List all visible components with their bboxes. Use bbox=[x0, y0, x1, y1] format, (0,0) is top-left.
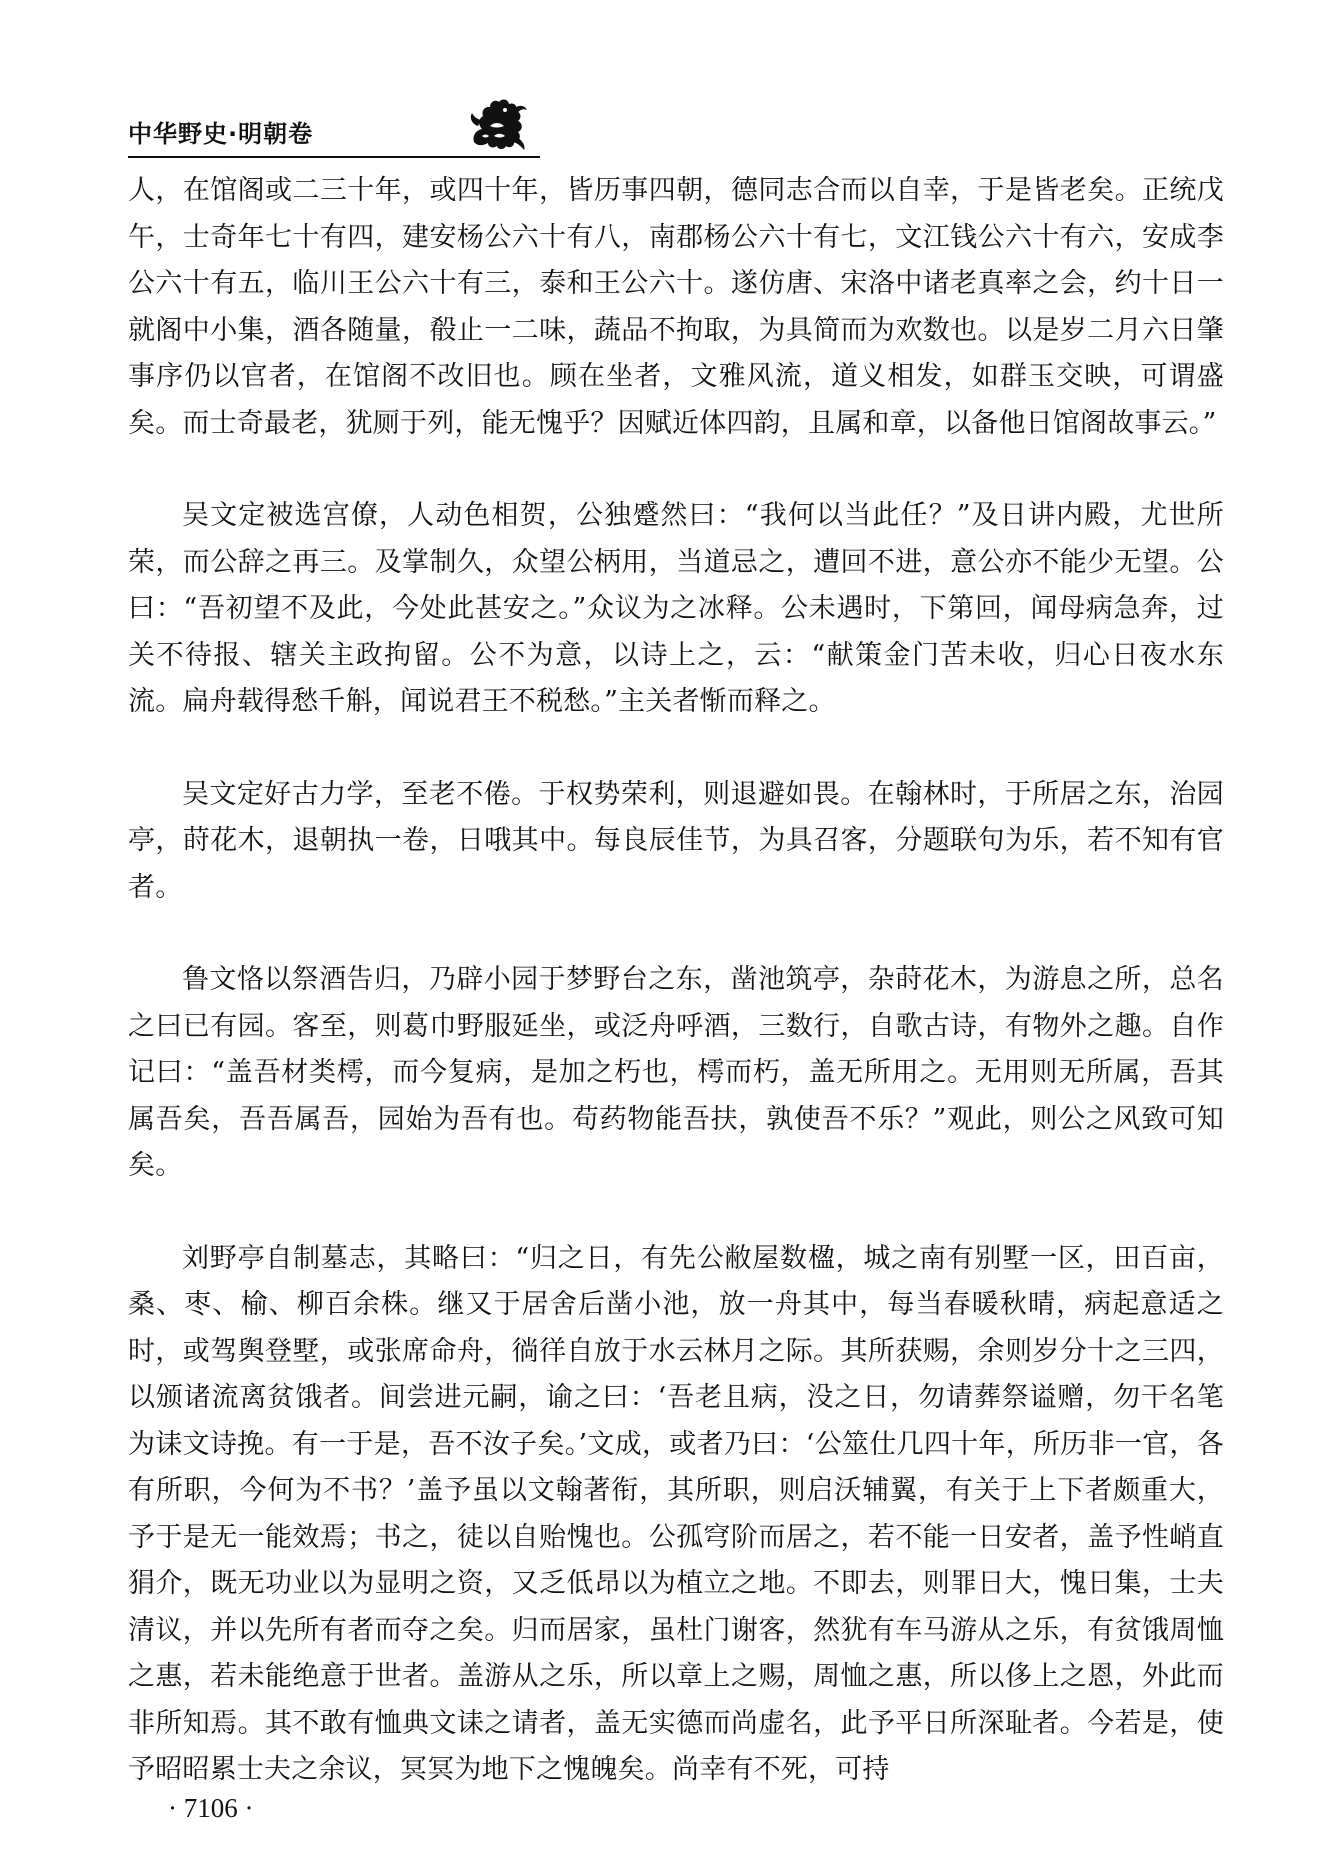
header-rule bbox=[128, 156, 540, 158]
paragraph-liu-yeting-epitaph: 刘野亭自制墓志，其略曰：“归之日，有先公敝屋数楹，城之南有别墅一区，田百亩，桑、枣、榆、柳百余株。继又于居舍后凿小池，放一舟其中，每当春暖秋晴，病起意适之时，或驾舆登墅，或张席命舟，徜徉自放于水云林月之际。其所获赐，余则岁分十之三四，以颁诸流离贫饿者。间尝进元嗣，谕之曰：‘吾老且病，没之日，勿请葬祭谥赠，勿干名笔为诔文诗挽。有一于是，吾不汝子矣。’文成，或者乃曰：‘公筮仕几四十年，所历非一官，各有所职，今何为不书？’盖予虽以文翰著衔，其所职，则启沃辅翼，有关于上下者颇重大，予于是无一能效焉；书之，徒以自贻愧也。公孤穹阶而居之，若不能一日安者，盖予性峭直狷介，既无功业以为显明之资，又乏低昂以为植立之地。不即去，则罪日大，愧日集，士夫清议，并以先所有者而夺之矣。归而居家，虽杜门谢客，然犹有车马游从之乐，有贫饿周恤之惠，若未能绝意于世者。盖游从之乐，所以章上之赐，周恤之惠，所以侈上之恩，外此而非所知焉。其不敢有恤典文诔之请者，盖无实德而尚虚名，此予平日所深耻者。今若是，使予昭昭累士夫之余议，冥冥为地下之愧魄矣。尚幸有不死，可持 bbox=[128, 1242, 1224, 1785]
page-number: · 7106 · bbox=[168, 1793, 254, 1823]
dragon-emblem-icon bbox=[468, 96, 530, 152]
paragraph-spacer bbox=[128, 1190, 1224, 1236]
paragraph-wu-wending-appointment: 吴文定被选宫僚，人动色相贺，公独蹙然曰：“我何以当此任？”及日讲内殿，尤世所荣，而公辞之再三。及掌制久，众望公柄用，当道忌之，遭回不进，意公亦不能少无望。公曰：“吾初望不及此，今处此甚安之。”众议为之冰释。公未遇时，下第回，闻母病急奔，过关不待报、辖关主政拘留。公不为意，以诗上之，云：“献策金门苦未收，归心日夜水东流。扁舟载得愁千斛，闻说君王不税愁。”主关者惭而释之。 bbox=[128, 500, 1224, 717]
running-header bbox=[128, 96, 540, 160]
paragraph-spacer bbox=[128, 726, 1224, 772]
paragraph-spacer bbox=[128, 911, 1224, 957]
paragraph-continued: 人，在馆阁或二三十年，或四十年，皆历事四朝，德同志合而以自幸，于是皆老矣。正统戊午，士奇年七十有四，建安杨公六十有八，南郡杨公六十有七，文江钱公六十有六，安成李公六十有五，临川王公六十有三，泰和王公六十。遂仿唐、宋洛中诸老真率之会，约十日一就阁中小集，酒各随量，殽止一二味，蔬品不拘取，为具简而为欢数也。以是岁二月六日肇事序仍以官者，在馆阁不改旧也。顾在坐者，文雅风流，道义相发，如群玉交映，可谓盛矣。而士奇最老，犹厕于列，能无愧乎？因赋近体四韵，且属和章，以备他日馆阁故事云。” bbox=[128, 175, 1224, 439]
paragraph-spacer bbox=[128, 447, 1224, 493]
running-title: 中华野史·明朝卷 bbox=[128, 120, 314, 148]
body-text bbox=[128, 168, 1224, 1794]
paragraph-lu-wenke-garden: 鲁文恪以祭酒告归，乃辟小园于梦野台之东，凿池筑亭，杂莳花木，为游息之所，总名之曰已有园。客至，则葛巾野服延坐，或泛舟呼酒，三数行，自歌古诗，有物外之趣。自作记曰：“盖吾材类樗，而今复病，是加之朽也，樗而朽，盖无所用之。无用则无所属，吾其属吾矣，吾吾属吾，园始为吾有也。苟药物能吾扶，孰使吾不乐？”观此，则公之风致可知矣。 bbox=[128, 964, 1224, 1181]
paragraph-wu-wending-study: 吴文定好古力学，至老不倦。于权势荣利，则退避如畏。在翰林时，于所居之东，治园亭，莳花木，退朝执一卷，日哦其中。每良辰佳节，为具召客，分题联句为乐，若不知有官者。 bbox=[128, 778, 1224, 903]
